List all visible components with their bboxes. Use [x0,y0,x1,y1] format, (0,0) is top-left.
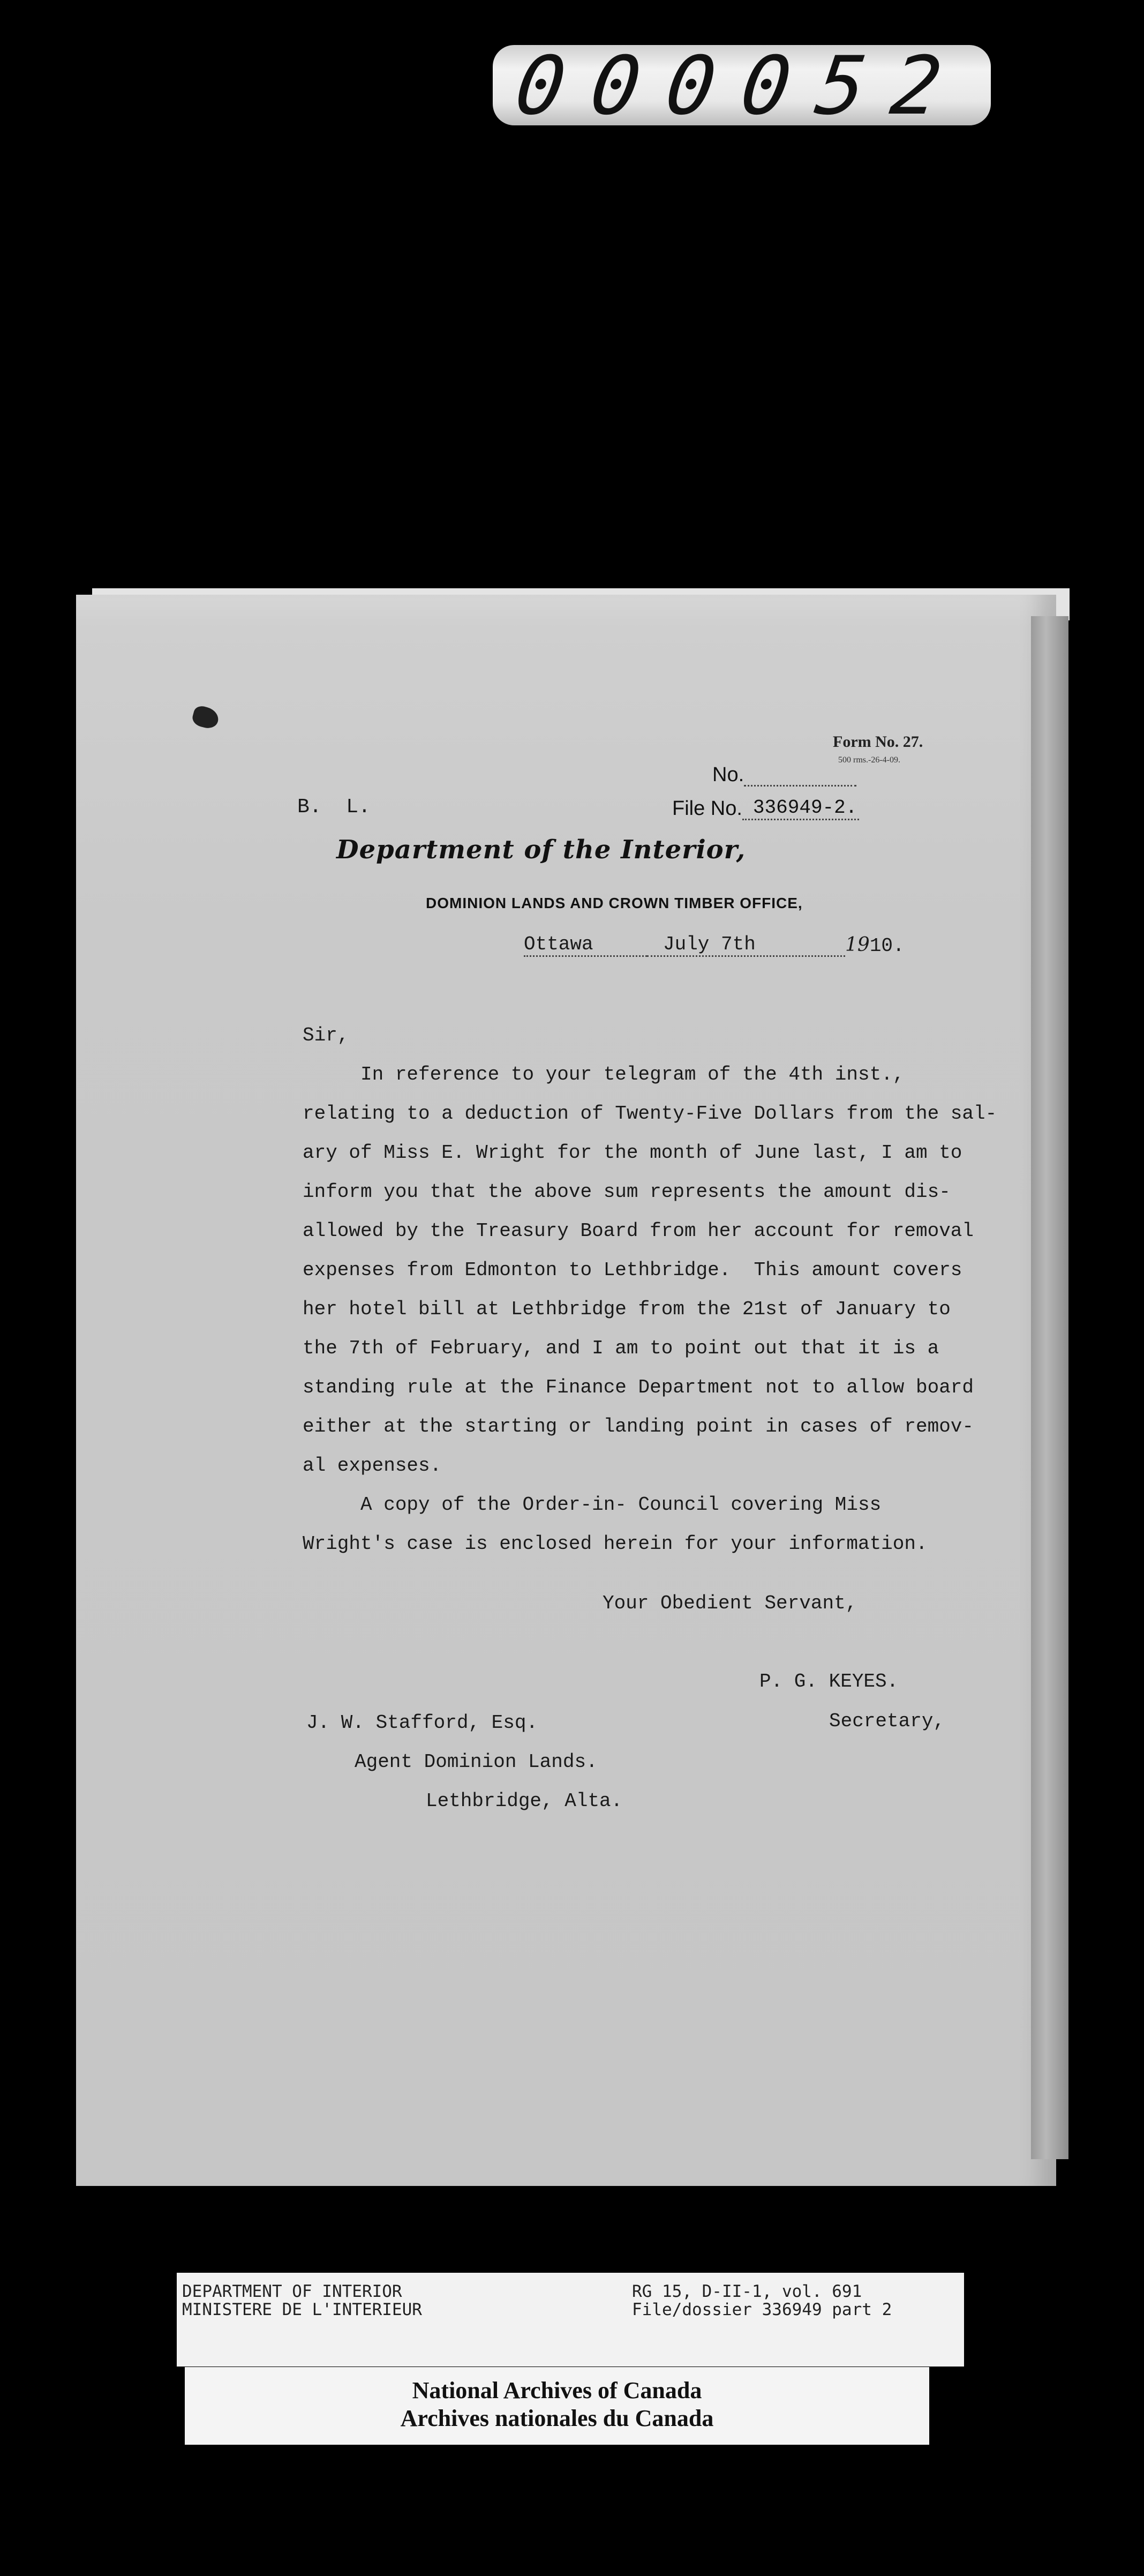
body-line: either at the starting or landing point in cases of remov- [303,1416,974,1437]
frame-number-label [493,40,991,133]
body-line: standing rule at the Finance Department not to allow board [303,1376,974,1398]
year-suffix: 10. [869,935,905,957]
form-print-run: 500 rms.-26-4-09. [838,755,900,765]
form-number: Form No. 27. [833,733,923,751]
body-line: A copy of the Order-in- Council covering Miss [303,1494,882,1516]
body-line: her hotel bill at Lethbridge from the 21st of January to [303,1298,951,1320]
body-line: allowed by the Treasury Board from her account for removal [303,1220,974,1242]
body-line: relating to a deduction of Twenty-Five Dollars from the sal- [303,1103,997,1125]
body-line: In reference to your telegram of the 4th inst., [303,1064,905,1085]
date-line [524,933,905,957]
addressee-name: J. W. Stafford, Esq. [306,1712,538,1734]
file-no-label: File No. [672,797,742,820]
signer-name: P. G. KEYES. [759,1671,899,1693]
file-dossier: File/dossier 336949 part 2 [632,2300,892,2319]
salutation: Sir, [303,1024,349,1046]
paper-right-edge [1031,616,1068,2159]
no-field [712,763,856,787]
no-label: No. [712,763,744,786]
no-blank [744,785,856,787]
archives-name-en: National Archives of Canada [412,2377,702,2403]
archive-reference-label [177,2273,964,2367]
office-title: DOMINION LANDS AND CROWN TIMBER OFFICE, [426,895,803,911]
record-group: RG 15, D-II-1, vol. 691 [632,2282,862,2301]
body-line: al expenses. [303,1455,442,1477]
department-title: Department of the Interior, [336,835,746,865]
year-prefix: 19 [845,934,870,956]
archives-name-fr: Archives nationales du Canada [400,2405,714,2431]
addressee-title: Agent Dominion Lands. [355,1751,598,1773]
addressee-location: Lethbridge, Alta. [426,1790,623,1812]
body-line: the 7th of February, and I am to point out that it is a [303,1337,939,1359]
body-line: Wright's case is enclosed herein for your information. [303,1533,928,1555]
file-number: 336949-2. [742,797,859,820]
initials: B. L. [297,796,371,819]
signer-title: Secretary, [829,1710,945,1732]
body-line: ary of Miss E. Wright for the month of June last, I am to [303,1142,962,1164]
body-line: expenses from Edmonton to Lethbridge. This amount covers [303,1259,962,1281]
archives-credit-label [185,2367,929,2445]
department-en: DEPARTMENT OF INTERIOR [182,2282,402,2301]
department-fr: MINISTERE DE L'INTERIEUR [182,2300,422,2319]
body-line: inform you that the above sum represents the amount dis- [303,1181,951,1203]
place: Ottawa [524,933,647,957]
closing: Your Obedient Servant, [603,1592,857,1614]
frame-number: 000052 [509,40,974,133]
file-no-field [672,797,859,820]
date: July 7th [647,933,845,957]
